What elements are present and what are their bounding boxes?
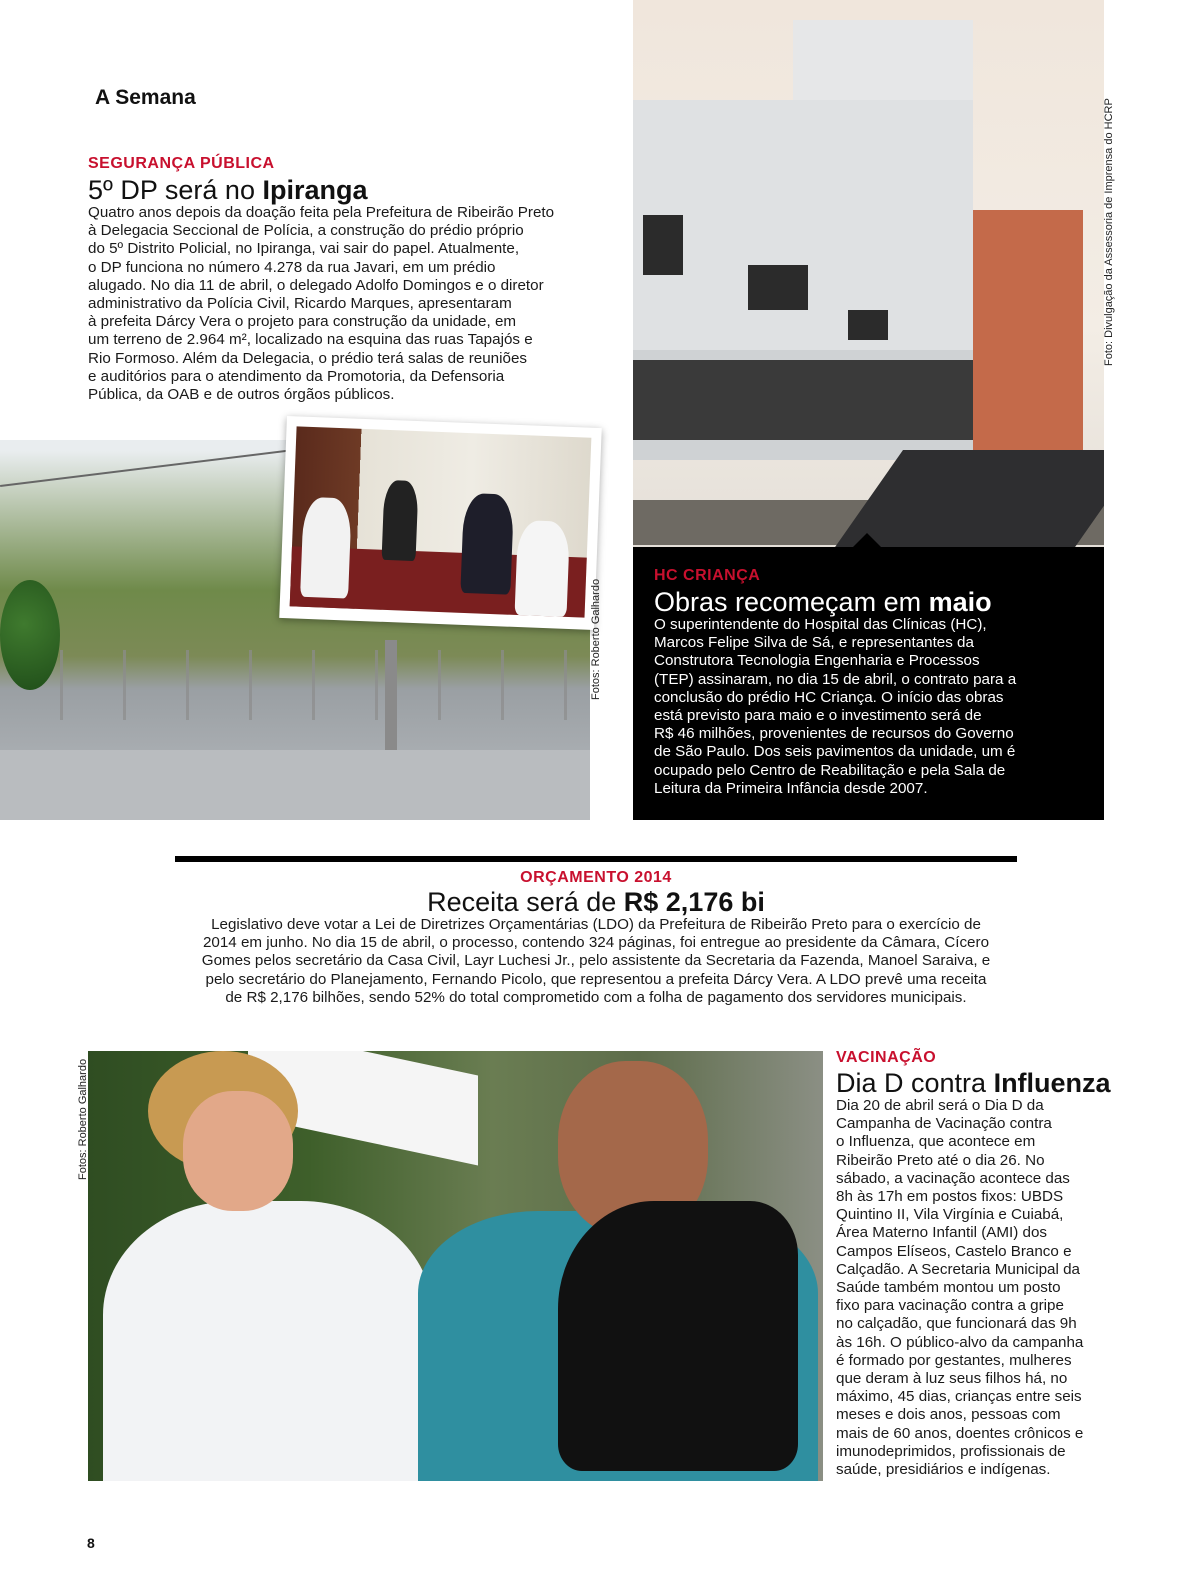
text-line: administrativo da Polícia Civil, Ricardo Marques, apresentaram	[88, 295, 512, 313]
hc-kicker: HC CRIANÇA	[654, 567, 761, 584]
seguranca-body	[88, 204, 598, 404]
text-line: imunodeprimidos, profissionais de	[836, 1442, 1066, 1460]
vacinacao-headline-bold: Influenza	[993, 1068, 1111, 1098]
hc-headline-bold: maio	[928, 587, 992, 617]
text-line: no calçadão, que funcionará das 9h	[836, 1315, 1077, 1333]
photo-credit-seguranca: Fotos: Roberto Galhardo	[590, 578, 602, 700]
hc-article-box	[633, 547, 1104, 820]
text-line: máximo, 45 dias, crianças entre seis	[836, 1388, 1082, 1406]
text-line: meses e dois anos, pessoas com	[836, 1406, 1061, 1424]
text-line: Marcos Felipe Silva de Sá, e representantes da	[654, 634, 974, 652]
text-line: é formado por gestantes, mulheres	[836, 1351, 1072, 1369]
text-line: Quatro anos depois da doação feita pela Prefeitura de Ribeirão Preto	[88, 204, 555, 221]
hc-headline-light: Obras recomeçam em	[654, 587, 929, 617]
text-line: de São Paulo. Dos seis pavimentos da unidade, um é	[654, 743, 1016, 761]
text-line: Quintino II, Vila Virgínia e Cuiabá,	[836, 1206, 1064, 1224]
text-line: R$ 46 milhões, provenientes de recursos do Governo	[654, 725, 1014, 743]
text-line: Campos Elíseos, Castelo Branco e	[836, 1242, 1072, 1260]
text-line: às 16h. O público-alvo da campanha	[836, 1333, 1084, 1351]
orcamento-kicker: ORÇAMENTO 2014	[520, 869, 672, 886]
text-line: Dia 20 de abril será o Dia D da	[836, 1097, 1044, 1114]
text-line: o DP funciona no número 4.278 da rua Javari, em um prédio	[88, 258, 496, 276]
vacant-lot-photo	[0, 0, 590, 820]
page-number: 8	[87, 1535, 95, 1551]
text-line: Legislativo deve votar a Lei de Diretrizes Orçamentárias (LDO) da Prefeitura de Ribeirão Preto para o exercício de	[211, 916, 981, 933]
section-divider	[175, 856, 1017, 862]
text-line: de R$ 2,176 bilhões, sendo 52% do total comprometido com a folha de pagamento dos servidores municipais.	[225, 988, 967, 1006]
text-line: pelo secretário do Planejamento, Fernando Picolo, que representou a prefeita Dárcy Vera. A LDO prevê uma receita	[205, 970, 987, 988]
text-line: que deram à luz seus filhos há, no	[836, 1370, 1068, 1388]
text-line: um terreno de 2.964 m², localizado na esquina das ruas Tapajós e	[88, 331, 533, 349]
vacinacao-kicker: VACINAÇÃO	[836, 1049, 937, 1066]
vacinacao-body	[836, 1097, 1136, 1479]
seguranca-headline-bold: Ipiranga	[262, 175, 368, 205]
pointer-notch	[853, 533, 881, 547]
text-line: Campanha de Vacinação contra	[836, 1115, 1052, 1133]
text-line: Saúde também montou um posto	[836, 1279, 1061, 1297]
text-line: o Influenza, que acontece em	[836, 1133, 1036, 1151]
seguranca-headline	[88, 175, 368, 205]
text-line: à Delegacia Seccional de Polícia, a construção do prédio próprio	[88, 222, 524, 240]
text-line: do 5º Distrito Policial, no Ipiranga, vai sair do papel. Atualmente,	[88, 240, 520, 258]
text-line: Pública, da OAB e de outros órgãos públicos.	[88, 386, 395, 404]
hc-body	[654, 616, 1094, 798]
text-line: Área Materno Infantil (AMI) dos	[836, 1224, 1048, 1242]
hc-headline	[654, 587, 992, 617]
meeting-photo	[279, 416, 602, 630]
orcamento-headline-bold: R$ 2,176 bi	[623, 887, 765, 917]
hc-building-photo	[633, 0, 1104, 547]
photo-credit-vacinacao: Fotos: Roberto Galhardo	[77, 1058, 89, 1180]
text-line: alugado. No dia 11 de abril, o delegado Adolfo Domingos e o diretor	[88, 276, 544, 294]
orcamento-headline-light: Receita será de	[427, 887, 624, 917]
text-line: 2014 em junho. No dia 15 de abril, o processo, contendo 324 páginas, foi entregue ao presidente da Câmara, Cícero	[202, 934, 990, 952]
vaccination-photo	[88, 1051, 823, 1481]
text-line: Rio Formoso. Além da Delegacia, o prédio terá salas de reuniões	[88, 349, 527, 367]
text-line: fixo para vacinação contra a gripe	[836, 1297, 1064, 1315]
vacinacao-headline-light: Dia D contra	[836, 1068, 994, 1098]
text-line: (TEP) assinaram, no dia 15 de abril, o contrato para a	[654, 670, 1017, 688]
orcamento-headline	[0, 887, 1192, 917]
photo-credit-hc: Foto: Divulgação da Assessoria de Imprensa do HCRP	[1103, 98, 1115, 366]
text-line: Ribeirão Preto até o dia 26. No	[836, 1151, 1045, 1169]
text-line: Calçadão. A Secretaria Municipal da	[836, 1260, 1080, 1278]
text-line: Construtora Tecnologia Engenharia e Processos	[654, 652, 980, 670]
seguranca-headline-light: 5º DP será no	[88, 175, 263, 205]
text-line: conclusão do prédio HC Criança. O início das obras	[654, 688, 1004, 706]
text-line: Gomes pelos secretário da Casa Civil, Layr Luchesi Jr., pelo assistente da Secretaria da Fazenda, Manoel Saraiva, e	[201, 952, 991, 970]
seguranca-kicker: SEGURANÇA PÚBLICA	[88, 155, 275, 172]
text-line: está previsto para maio e o investimento será de	[654, 707, 982, 725]
section-title: A Semana	[95, 86, 196, 109]
text-line: saúde, presidiários e indígenas.	[836, 1461, 1051, 1479]
text-line: 8h às 17h em postos fixos: UBDS	[836, 1188, 1064, 1206]
text-line: mais de 60 anos, doentes crônicos e	[836, 1424, 1084, 1442]
text-line: O superintendente do Hospital das Clínicas (HC),	[654, 616, 987, 633]
vacinacao-headline	[836, 1068, 1111, 1098]
text-line: sábado, a vacinação acontece das	[836, 1169, 1070, 1187]
text-line: e auditórios para o atendimento da Promotoria, da Defensoria	[88, 367, 505, 385]
orcamento-body	[160, 916, 1032, 1007]
text-line: Leitura da Primeira Infância desde 2007.	[654, 779, 928, 797]
text-line: à prefeita Dárcy Vera o projeto para construção da unidade, em	[88, 313, 517, 331]
text-line: ocupado pelo Centro de Reabilitação e pela Sala de	[654, 761, 1006, 779]
